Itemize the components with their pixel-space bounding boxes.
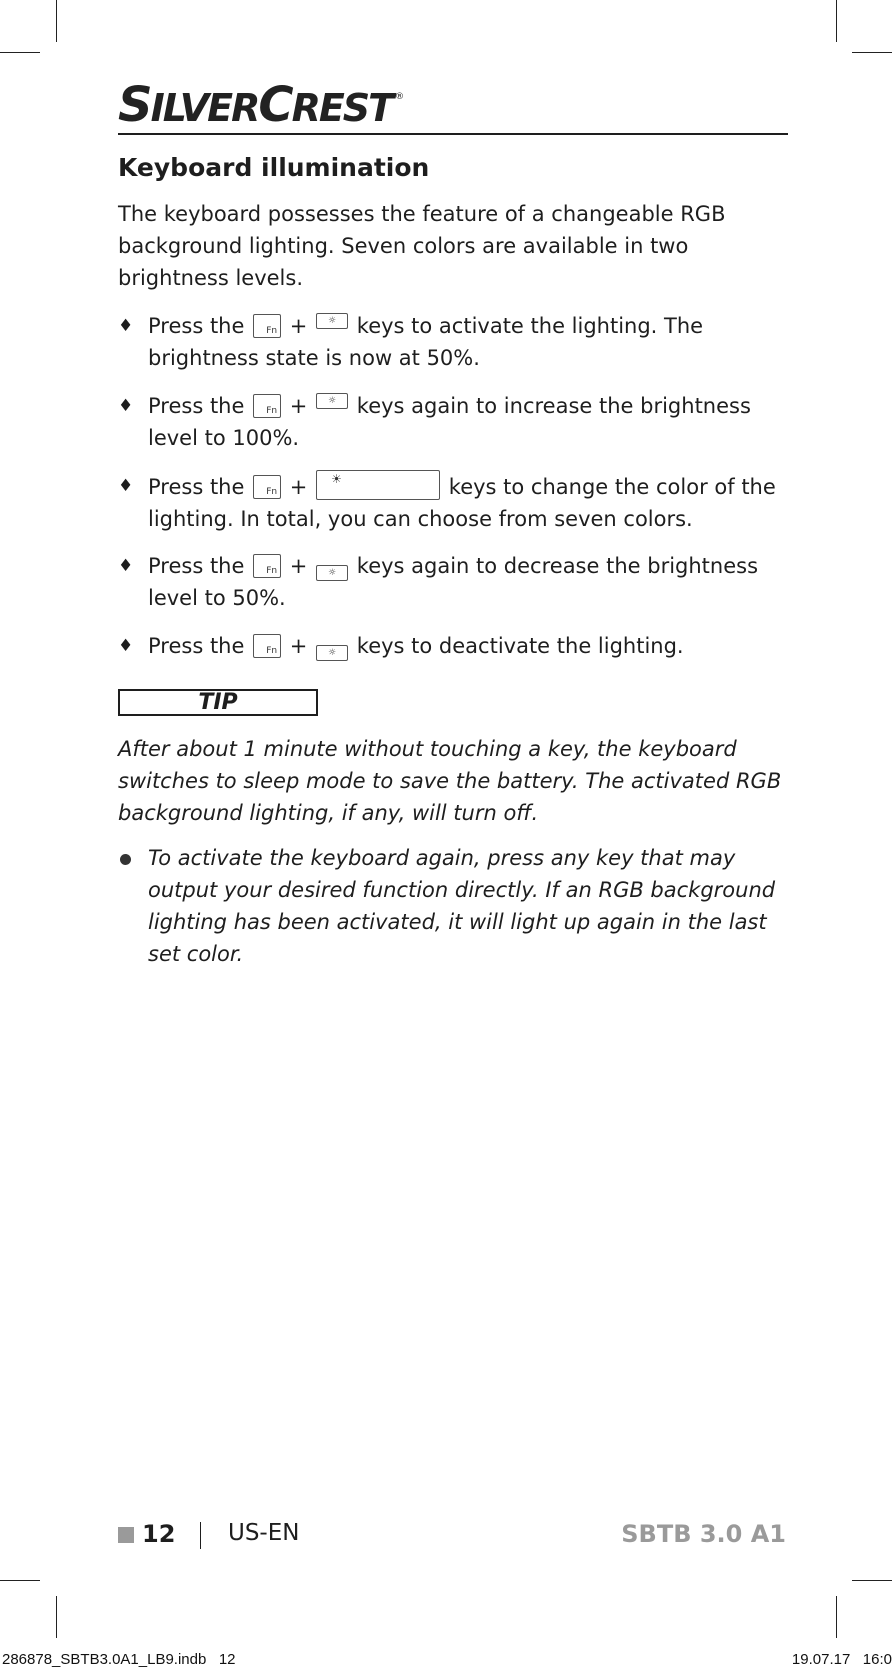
diamond-bullet-icon: ♦	[118, 636, 134, 656]
footer-square-icon	[118, 1527, 134, 1543]
fn-key-icon: Fn	[253, 554, 281, 578]
round-bullet-icon	[120, 854, 131, 865]
model-number: SBTB 3.0 A1	[621, 1520, 786, 1548]
footer-divider	[200, 1522, 201, 1549]
fn-key-icon: Fn	[253, 394, 281, 418]
diamond-bullet-icon: ♦	[118, 316, 134, 336]
color-key-icon: ☀	[316, 470, 440, 500]
page-number: 12	[142, 1520, 176, 1548]
print-slug-date: 19.07.17 16:0	[791, 1651, 892, 1668]
brightness-up-key-icon: ☼	[316, 393, 348, 409]
diamond-bullet-icon: ♦	[118, 476, 134, 496]
brightness-down-key-icon: ☼	[316, 645, 348, 661]
crop-mark	[852, 52, 892, 53]
tip-text: After about 1 minute without touching a key, the keyboard switches to sleep mode to save the battery. The activated RGB background lighting, if any, will turn off.	[118, 737, 782, 825]
fn-key-icon: Fn	[253, 314, 281, 338]
header-rule	[118, 133, 788, 135]
intro-paragraph: The keyboard possesses the feature of a changeable RGB background lighting. Seven colors are available in two brightness levels.	[118, 202, 726, 290]
fn-key-icon: Fn	[253, 475, 281, 499]
crop-mark	[836, 1596, 837, 1638]
diamond-bullet-icon: ♦	[118, 556, 134, 576]
brightness-up-key-icon: ☼	[316, 313, 348, 329]
fn-key-icon: Fn	[253, 634, 281, 658]
crop-mark	[836, 0, 837, 42]
diamond-bullet-icon: ♦	[118, 396, 134, 416]
brand-logo: SILVERCREST ®	[118, 77, 405, 133]
crop-mark	[0, 1580, 40, 1581]
brightness-down-key-icon: ☼	[316, 565, 348, 581]
print-slug-file: 286878_SBTB3.0A1_LB9.indb 12	[2, 1651, 236, 1668]
tip-label: TIP	[118, 689, 318, 716]
language-code: US-EN	[228, 1520, 300, 1546]
section-title: Keyboard illumination	[118, 153, 430, 182]
crop-mark	[56, 0, 57, 42]
crop-mark	[0, 52, 40, 53]
crop-mark	[852, 1580, 892, 1581]
crop-mark	[56, 1596, 57, 1638]
